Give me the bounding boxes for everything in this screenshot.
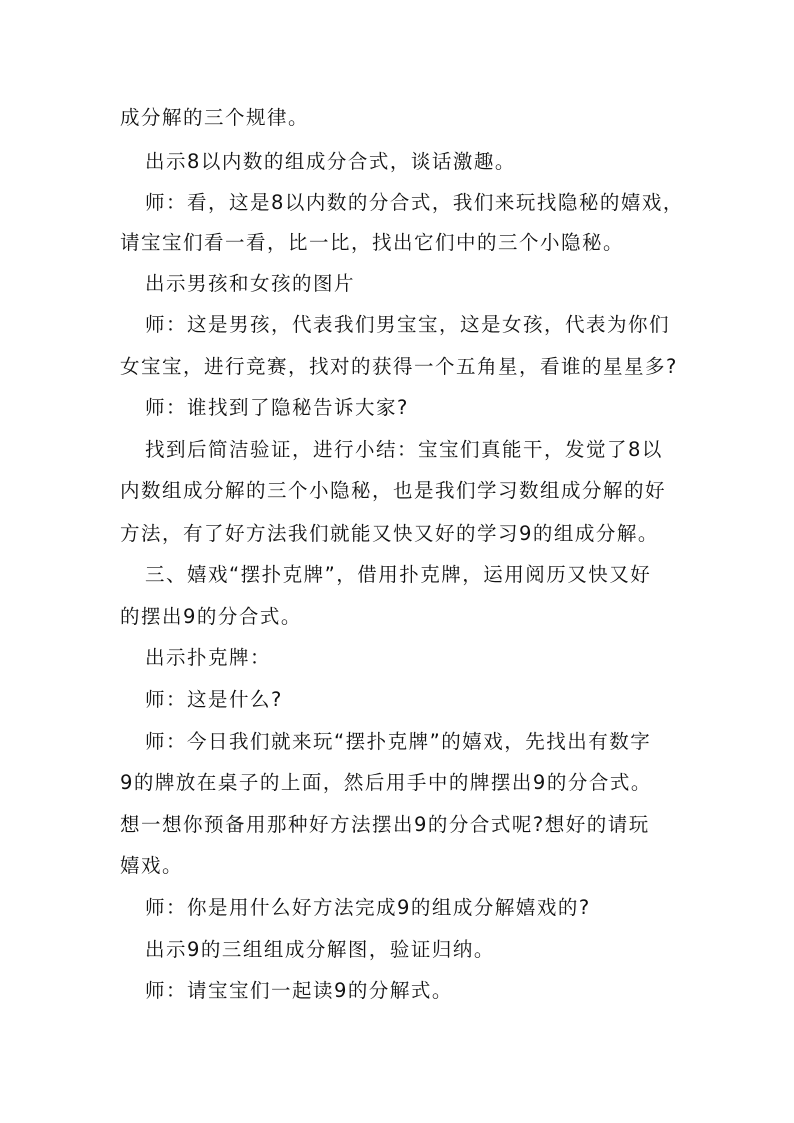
- text-line: 师：请宝宝们一起读9的分解式。: [145, 979, 453, 1002]
- text-line: 内数组成分解的三个小隐秘，也是我们学习数组成分解的好: [120, 479, 667, 502]
- text-line: 的摆出9的分合式。: [120, 605, 302, 628]
- text-line: 师：这是什么?: [145, 688, 283, 711]
- text-line: 出示9的三组组成分解图，验证归纳。: [145, 938, 495, 961]
- text-line: 成分解的三个规律。: [120, 106, 310, 129]
- text-line: 师：看，这是8以内数的分合式，我们来玩找隐秘的嬉戏，: [145, 191, 684, 214]
- text-line: 师：谁找到了隐秘告诉大家?: [145, 396, 409, 419]
- text-line: 9的牌放在桌子的上面，然后用手中的牌摆出9的分合式。: [120, 771, 652, 794]
- text-line: 师：这是男孩，代表我们男宝宝，这是女孩，代表为你们: [145, 313, 671, 336]
- text-line: 出示男孩和女孩的图片: [145, 272, 356, 295]
- text-line: 找到后简洁验证，进行小结：宝宝们真能干，发觉了8以: [145, 438, 663, 461]
- text-line: 师：今日我们就来玩“摆扑克牌”的嬉戏，先找出有数字: [145, 730, 652, 753]
- text-line: 出示扑克牌：: [145, 646, 272, 669]
- text-line: 嬉戏。: [120, 854, 184, 877]
- text-line: 请宝宝们看一看，比一比，找出它们中的三个小隐秘。: [120, 231, 625, 254]
- text-line: 三、嬉戏“摆扑克牌”，借用扑克牌，运用阅历又快又好: [145, 563, 652, 586]
- text-line: 方法，有了好方法我们就能又快又好的学习9的组成分解。: [120, 522, 659, 545]
- text-line: 出示8以内数的组成分合式，谈话激趣。: [145, 150, 516, 173]
- text-line: 师：你是用什么好方法完成9的组成分解嬉戏的?: [145, 896, 591, 919]
- text-line: 女宝宝，进行竞赛，找对的获得一个五角星，看谁的星星多?: [120, 355, 678, 378]
- text-line: 想一想你预备用那种好方法摆出9的分合式呢?想好的请玩: [120, 813, 650, 836]
